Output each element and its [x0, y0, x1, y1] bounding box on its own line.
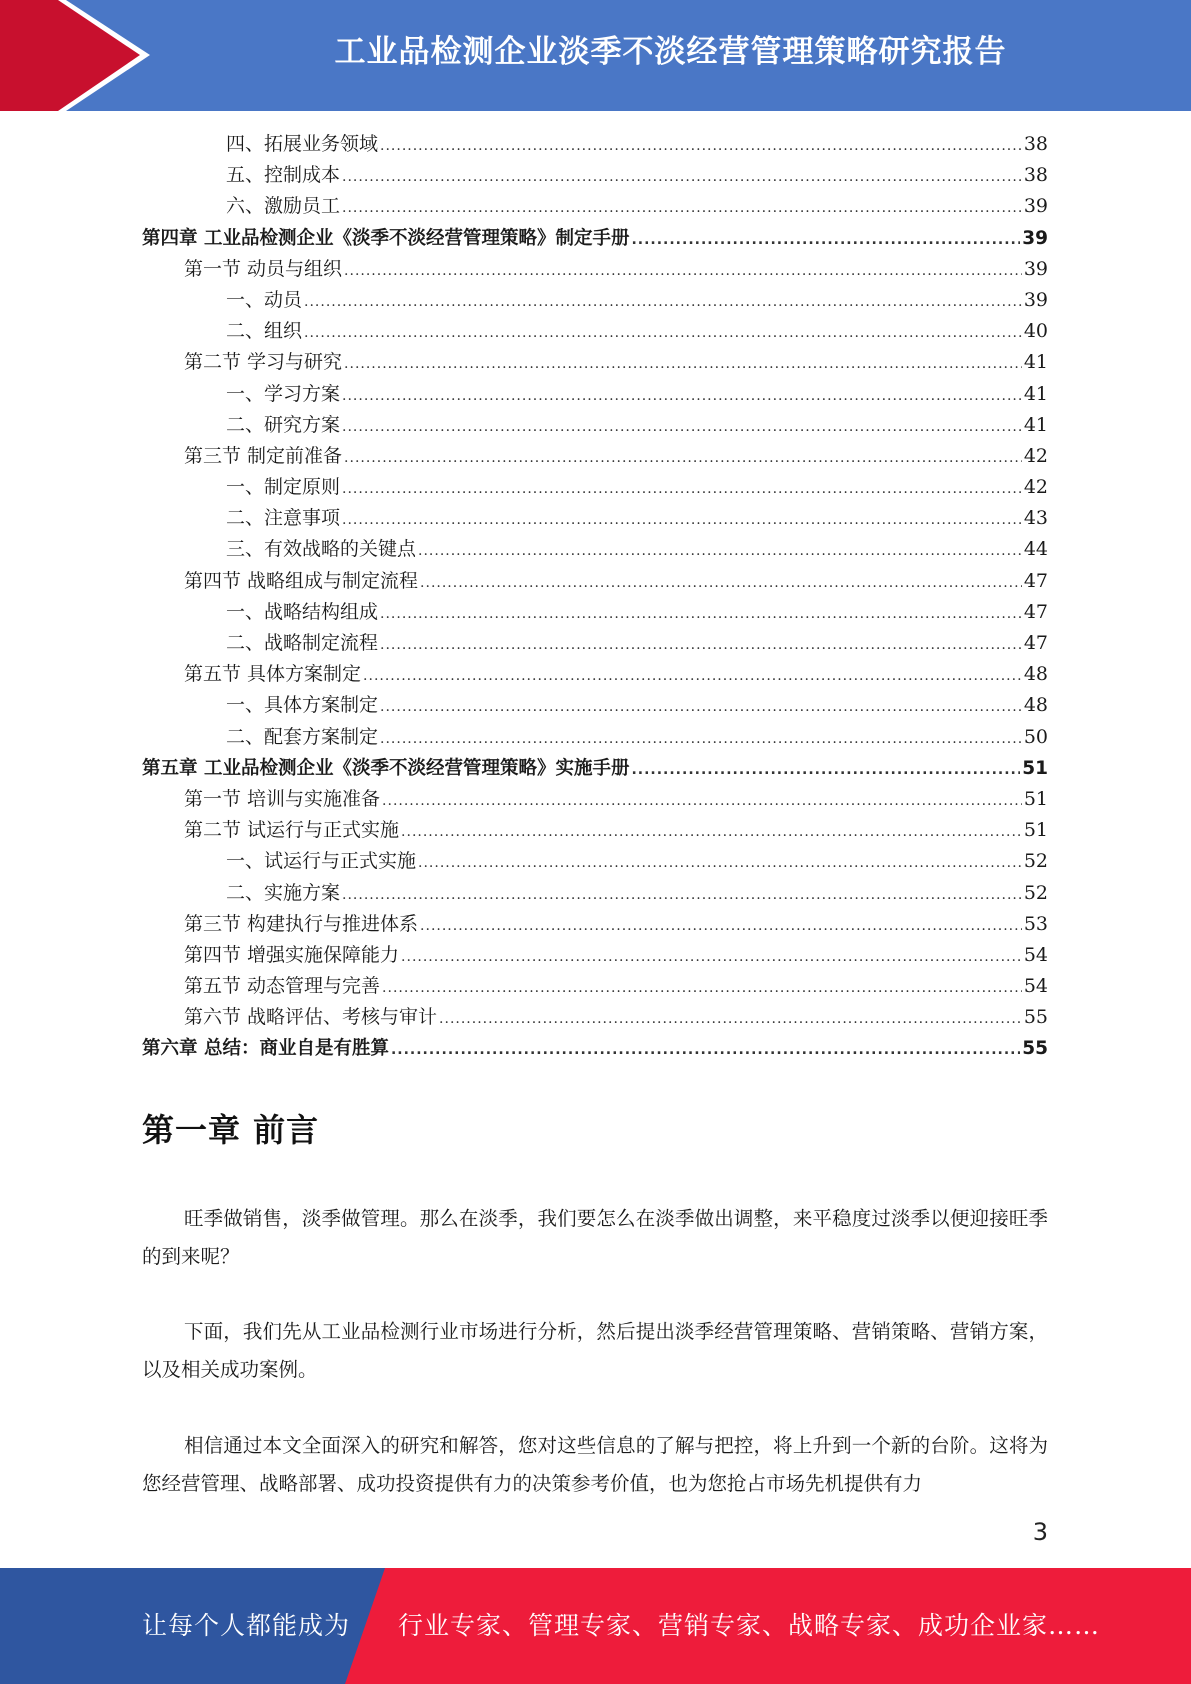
toc-entry-page: 48	[1023, 663, 1048, 686]
page-number: 3	[1032, 1518, 1048, 1546]
toc-dot-leader	[401, 942, 1022, 973]
toc-entry-page: 47	[1023, 632, 1048, 654]
chapter-heading: 第一章 前言	[142, 1111, 320, 1149]
toc-entry-label: 第六章 总结：商业自是有胜算	[142, 1038, 389, 1060]
toc-entry-page: 44	[1023, 538, 1048, 561]
toc-dot-leader	[380, 599, 1022, 630]
toc-dot-leader	[380, 131, 1022, 162]
toc-entry[interactable]	[142, 1002, 1048, 1033]
toc-entry-page: 38	[1023, 164, 1048, 187]
toc-entry-page: 52	[1023, 881, 1048, 904]
footer-slogan-left: 让每个人都能成为	[142, 1611, 351, 1640]
toc-entry-page: 42	[1023, 444, 1048, 467]
toc-dot-leader	[342, 381, 1022, 412]
toc-entry-page: 40	[1023, 320, 1048, 343]
toc-dot-leader	[418, 848, 1022, 879]
toc-entry-page: 53	[1023, 912, 1048, 935]
toc-dot-leader	[342, 162, 1022, 193]
toc-entry[interactable]	[142, 534, 1048, 565]
body-paragraph: 相信通过本文全面深入的研究和解答，您对这些信息的了解与把控，将上升到一个新的台阶。这将为您经营管理、战略部署、成功投资提供有力的决策参考价值，也为您抢占市场先机提供有力	[142, 1434, 1048, 1495]
toc-entry[interactable]	[142, 566, 1048, 597]
toc-entry-label: 三、有效战略的关键点	[226, 538, 417, 561]
toc-entry-label: 第五节 具体方案制定	[184, 663, 362, 686]
toc-entry-page: 51	[1023, 787, 1048, 810]
toc-entry[interactable]	[142, 316, 1048, 347]
footer-slogan-right: 行业专家、管理专家、营销专家、战略专家、成功企业家……	[398, 1611, 1101, 1640]
toc-entry-page: 42	[1023, 476, 1048, 499]
toc-entry-label: 第三节 构建执行与推进体系	[184, 912, 419, 935]
toc-entry-label: 二、注意事项	[226, 507, 341, 530]
toc-entry-page: 39	[1023, 257, 1048, 280]
toc-entry-label: 二、实施方案	[226, 881, 341, 904]
toc-entry[interactable]	[142, 347, 1048, 378]
toc-dot-leader	[380, 724, 1022, 755]
toc-entry-label: 第四节 战略组成与制定流程	[184, 569, 419, 592]
toc-dot-leader	[342, 193, 1022, 224]
toc-entry[interactable]	[142, 659, 1048, 690]
toc-entry[interactable]	[142, 441, 1048, 472]
toc-entry[interactable]	[142, 223, 1048, 254]
toc-entry[interactable]	[142, 503, 1048, 534]
toc-entry[interactable]	[142, 285, 1048, 316]
header-arrow-decoration	[0, 0, 160, 111]
toc-entry-page: 52	[1023, 850, 1048, 873]
toc-entry-label: 第六节 战略评估、考核与审计	[184, 1006, 438, 1029]
toc-entry-page: 54	[1023, 975, 1048, 998]
toc-entry-label: 五、控制成本	[226, 164, 341, 187]
toc-entry-label: 第一节 动员与组织	[184, 257, 343, 280]
toc-entry-page: 55	[1022, 1038, 1048, 1060]
toc-entry[interactable]	[142, 628, 1048, 659]
toc-dot-leader	[401, 817, 1022, 848]
toc-dot-leader	[344, 349, 1022, 380]
toc-dot-leader	[342, 474, 1022, 505]
toc-entry-page: 39	[1023, 195, 1048, 218]
toc-dot-leader	[439, 1004, 1022, 1035]
toc-dot-leader	[380, 630, 1022, 661]
toc-dot-leader	[391, 1035, 1020, 1066]
toc-dot-leader	[382, 786, 1022, 817]
toc-entry[interactable]	[142, 191, 1048, 222]
toc-entry-label: 第五章 工业品检测企业《淡季不淡经营管理策略》实施手册	[142, 757, 630, 779]
toc-entry-page: 51	[1022, 757, 1048, 779]
toc-entry-label: 一、动员	[226, 288, 303, 311]
toc-entry-label: 二、配套方案制定	[226, 725, 379, 748]
toc-entry-label: 六、激励员工	[226, 195, 341, 218]
toc-dot-leader	[631, 225, 1020, 256]
toc-entry-label: 第二节 学习与研究	[184, 351, 343, 374]
toc-entry-label: 第二节 试运行与正式实施	[184, 819, 400, 842]
page-header	[0, 0, 1191, 111]
toc-entry-page: 41	[1023, 382, 1048, 405]
toc-dot-leader	[380, 692, 1022, 723]
toc-entry-page: 54	[1023, 943, 1048, 966]
toc-entry-label: 第五节 动态管理与完善	[184, 975, 381, 998]
toc-entry-label: 四、拓展业务领域	[226, 133, 379, 155]
body-paragraph: 下面，我们先从工业品检测行业市场进行分析，然后提出淡季经营管理策略、营销策略、营销方案，以及相关成功案例。	[142, 1320, 1048, 1381]
toc-dot-leader	[363, 661, 1022, 692]
toc-entry-label: 二、战略制定流程	[226, 632, 379, 654]
toc-dot-leader	[631, 755, 1020, 786]
toc-entry-page: 39	[1023, 288, 1048, 311]
toc-entry[interactable]	[142, 940, 1048, 971]
toc-entry-page: 51	[1023, 819, 1048, 842]
toc-entry[interactable]	[142, 971, 1048, 1002]
toc-entry-label: 一、战略结构组成	[226, 600, 379, 623]
toc-dot-leader	[304, 287, 1022, 318]
toc-entry[interactable]	[142, 815, 1048, 846]
toc-dot-leader	[342, 880, 1022, 911]
toc-entry[interactable]	[142, 597, 1048, 628]
toc-entry-page: 41	[1023, 413, 1048, 436]
toc-entry[interactable]	[142, 878, 1048, 909]
toc-entry[interactable]	[142, 160, 1048, 191]
toc-entry-page: 47	[1023, 569, 1048, 592]
toc-dot-leader	[420, 568, 1022, 599]
toc-entry[interactable]	[142, 472, 1048, 503]
toc-entry-page: 43	[1023, 507, 1048, 530]
toc-entry[interactable]	[142, 379, 1048, 410]
toc-dot-leader	[304, 318, 1022, 349]
table-of-contents	[142, 129, 1048, 1065]
toc-entry-label: 第三节 制定前准备	[184, 444, 343, 467]
toc-entry[interactable]	[142, 129, 1048, 160]
toc-dot-leader	[344, 256, 1022, 287]
toc-dot-leader	[418, 536, 1022, 567]
toc-entry-label: 一、试运行与正式实施	[226, 850, 417, 873]
toc-entry-label: 第一节 培训与实施准备	[184, 787, 381, 810]
document-title: 工业品检测企业淡季不淡经营管理策略研究报告	[334, 34, 1007, 70]
toc-dot-leader	[342, 412, 1022, 443]
toc-dot-leader	[382, 973, 1022, 1004]
toc-entry-label: 一、具体方案制定	[226, 694, 379, 717]
toc-entry-page: 41	[1023, 351, 1048, 374]
toc-entry[interactable]	[142, 846, 1048, 877]
toc-entry-page: 38	[1023, 133, 1048, 155]
toc-entry-label: 一、制定原则	[226, 476, 341, 499]
toc-entry[interactable]	[142, 1033, 1048, 1064]
toc-entry-label: 一、学习方案	[226, 382, 341, 405]
toc-dot-leader	[420, 911, 1022, 942]
page-footer	[0, 1568, 1191, 1684]
toc-entry[interactable]	[142, 254, 1048, 285]
body-paragraph: 旺季做销售，淡季做管理。那么在淡季，我们要怎么在淡季做出调整，来平稳度过淡季以便迎接旺季的到来呢？	[142, 1207, 1048, 1268]
toc-entry-page: 47	[1023, 600, 1048, 623]
toc-entry-label: 二、组织	[226, 320, 303, 343]
toc-entry[interactable]	[142, 784, 1048, 815]
toc-dot-leader	[342, 505, 1022, 536]
toc-entry-label: 第四章 工业品检测企业《淡季不淡经营管理策略》制定手册	[142, 227, 630, 249]
toc-entry-page: 39	[1022, 227, 1048, 249]
toc-entry[interactable]	[142, 753, 1048, 784]
toc-entry-page: 48	[1023, 694, 1048, 717]
toc-entry[interactable]	[142, 722, 1048, 753]
toc-dot-leader	[344, 443, 1022, 474]
toc-entry-page: 50	[1023, 725, 1048, 748]
toc-entry-label: 二、研究方案	[226, 413, 341, 436]
toc-entry-page: 55	[1023, 1006, 1048, 1029]
toc-entry[interactable]	[142, 909, 1048, 940]
toc-entry[interactable]	[142, 690, 1048, 721]
toc-entry-label: 第四节 增强实施保障能力	[184, 943, 400, 966]
toc-entry[interactable]	[142, 410, 1048, 441]
